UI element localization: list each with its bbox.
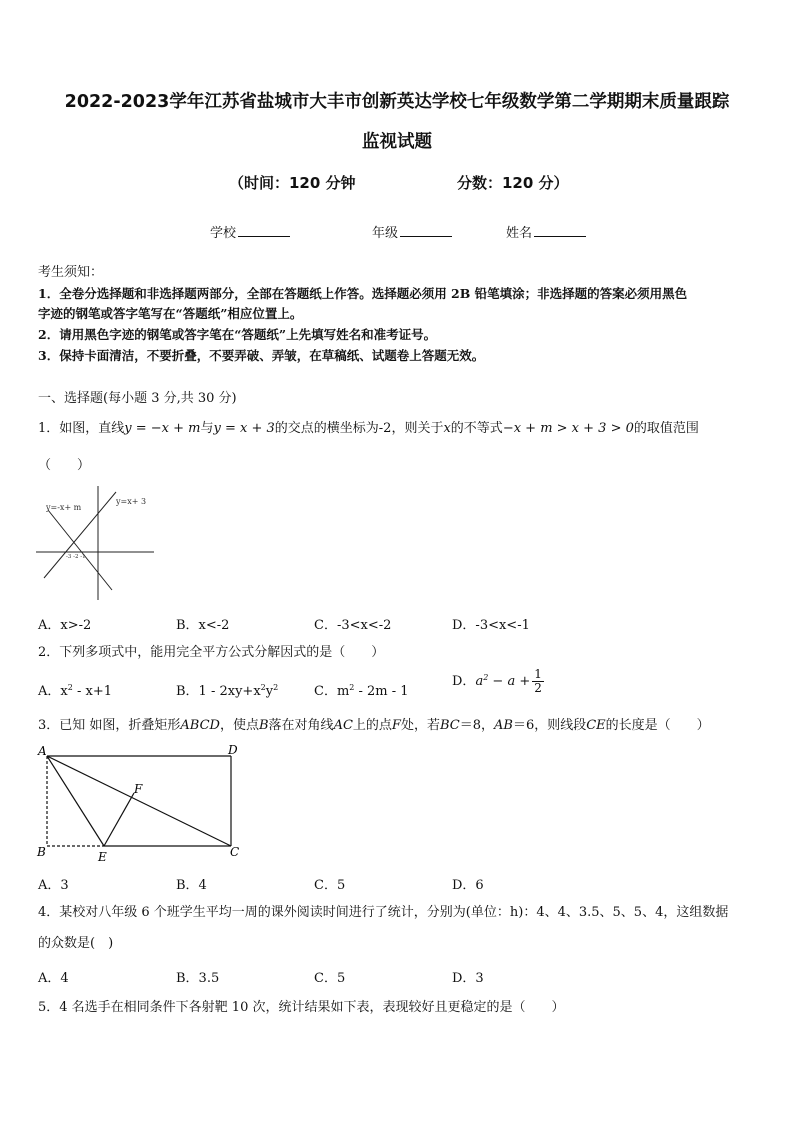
score-info: 分数：120 分） (457, 174, 569, 192)
q2-b-mid: y (265, 684, 274, 699)
label-d: D (228, 743, 238, 757)
q2-d-pre: D． (452, 674, 476, 689)
q3-t4: 上的点 (352, 718, 392, 733)
school-blank[interactable] (238, 224, 290, 237)
exam-title-line1: 2022-2023学年江苏省盐城市大丰市创新英达学校七年级数学第二学期期末质量跟踪 (64, 92, 730, 112)
q1-text-suffix: 的取值范围 (633, 421, 699, 436)
question-1-paren: （ ） (38, 458, 91, 473)
q1-variable: x (443, 421, 451, 436)
label-a: A (38, 744, 47, 758)
question-1-stem (38, 419, 699, 439)
notice-item-3: 3．保持卡面清洁，不要折叠，不要弄破、弄皱，在草稿纸、试题卷上答题无效。 (38, 348, 485, 363)
q3-t6: ＝8， (459, 718, 494, 733)
grade-label: 年级 (372, 226, 399, 241)
q2-option-d[interactable] (452, 668, 544, 695)
q1-option-d[interactable]: D．-3<x<-1 (452, 618, 530, 633)
question-1-figure (36, 482, 156, 602)
q3-option-d[interactable]: D．6 (452, 878, 484, 893)
q3-t7: ＝6，则线段 (512, 718, 587, 733)
exam-title-line2: 监视试题 (362, 132, 432, 152)
label-c: C (230, 845, 240, 859)
notice-heading: 考生须知： (38, 265, 104, 280)
q2-d-sup: 2 (483, 673, 489, 682)
q3-option-c[interactable]: C．5 (314, 878, 346, 893)
grade-field[interactable] (372, 222, 452, 241)
label-e: E (98, 850, 107, 864)
q1-option-b[interactable]: B．x<-2 (176, 618, 230, 633)
q1-text-prefix: 1．如图，直线 (38, 421, 125, 436)
notice-item-2: 2．请用黑色字迹的钢笔或答字笔在“答题纸”上先填写姓名和准考证号。 (38, 327, 437, 342)
q2-b-sup1: 2 (260, 683, 266, 692)
label-line-2: y=x+ 3 (116, 497, 147, 506)
q4-option-a[interactable]: A．4 (38, 971, 69, 986)
q3-t8: 的长度是（ ） (605, 718, 710, 733)
grade-blank[interactable] (400, 224, 452, 237)
q2-option-c[interactable] (314, 680, 409, 699)
label-f: F (134, 782, 143, 796)
q1-equation-2: y = x + 3 (213, 421, 275, 436)
name-blank[interactable] (534, 224, 586, 237)
q3-rect: ABCD (180, 718, 220, 733)
tick-labels: -3 -2 -1 (66, 554, 86, 560)
question-5-stem: 5．4 名选手在相同条件下各射靶 10 次，统计结果如下表，表现较好且更稳定的是（ ） (38, 1000, 565, 1015)
q1-equation-1: y = −x + m (124, 421, 201, 436)
label-line-1: y=-x+ m (46, 503, 82, 512)
q1-text-mid1: 与 (200, 421, 214, 436)
notice-item-1-line2: 字迹的钢笔或答字笔写在“答题纸”相应位置上。 (38, 306, 303, 321)
q2-a-post: - x+1 (72, 684, 112, 699)
q2-a-sup: 2 (67, 683, 73, 692)
diagonal-ac (47, 756, 231, 846)
q3-t3: 落在对角线 (268, 718, 334, 733)
line-y-neg-x-plus-m (48, 510, 112, 590)
name-field[interactable] (506, 222, 586, 241)
q3-point-b: B (258, 718, 269, 733)
q1-inequality: −x + m > x + 3 > 0 (502, 421, 634, 436)
question-3-stem (38, 716, 710, 736)
question-4-line2: 的众数是( ) (38, 936, 114, 951)
label-b: B (37, 845, 46, 859)
question-4-line1: 4．某校对八年级 6 个班学生平均一周的课外阅读时间进行了统计，分别为(单位：h)：4、4、3.5、5、5、4，这组数据 (38, 905, 729, 920)
segment-ef (104, 793, 134, 846)
q4-option-b[interactable]: B．3.5 (176, 971, 220, 986)
q4-option-c[interactable]: C．5 (314, 971, 346, 986)
q3-t1: 3．已知 如图，折叠矩形 (38, 718, 181, 733)
school-field[interactable] (210, 222, 290, 241)
q2-d-mid: − a + (488, 674, 531, 689)
question-3-figure (34, 740, 250, 864)
section-1-heading: 一、选择题(每小题 3 分,共 30 分) (38, 391, 237, 406)
q2-c-pre: C．m (314, 684, 350, 699)
q3-t5: 处，若 (400, 718, 440, 733)
frac-denominator: 2 (534, 681, 542, 695)
notice-item-1-line1: 1．全卷分选择题和非选择题两部分，全部在答题纸上作答。选择题必须用 2B 铅笔填涂；非选择题的答案必须用黑色 (38, 286, 688, 301)
q2-b-pre: B．1 - 2xy+x (176, 684, 261, 699)
school-label: 学校 (210, 226, 237, 241)
time-info: （时间：120 分钟 (229, 174, 356, 192)
q3-t2: ，使点 (219, 718, 259, 733)
q2-b-sup2: 2 (273, 683, 279, 692)
q3-option-b[interactable]: B．4 (176, 878, 207, 893)
q2-c-sup: 2 (349, 683, 355, 692)
q3-option-a[interactable]: A．3 (38, 878, 69, 893)
q3-bc: BC (439, 718, 460, 733)
q2-d-expr: a (475, 674, 484, 689)
q1-text-mid3: 的不等式 (450, 421, 503, 436)
q1-option-c[interactable]: C．-3<x<-2 (314, 618, 392, 633)
q1-option-a[interactable]: A．x>-2 (38, 618, 92, 633)
q3-ab: AB (494, 718, 513, 733)
q3-ce: CE (586, 718, 606, 733)
question-2-stem: 2．下列多项式中，能用完全平方公式分解因式的是（ ） (38, 645, 385, 660)
q2-option-a[interactable] (38, 680, 112, 699)
fraction-one-half (532, 668, 544, 695)
name-label: 姓名 (506, 226, 533, 241)
q2-option-b[interactable] (176, 680, 278, 699)
frac-numerator: 1 (534, 667, 542, 681)
q4-option-d[interactable]: D．3 (452, 971, 484, 986)
q1-text-mid2: 的交点的横坐标为-2，则关于 (274, 421, 444, 436)
q3-ac: AC (333, 718, 353, 733)
q3-point-f: F (391, 718, 401, 733)
q2-c-post: - 2m - 1 (354, 684, 409, 699)
q2-a-pre: A．x (38, 684, 68, 699)
